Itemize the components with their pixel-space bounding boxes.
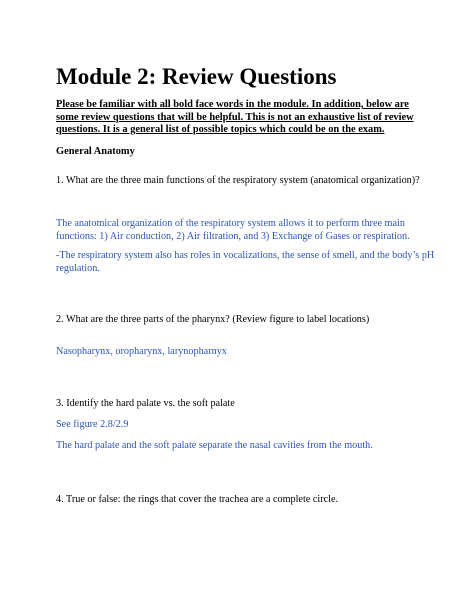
page-title: Module 2: Review Questions	[56, 64, 337, 89]
intro-paragraph: Please be familiar with all bold face words in the module. In addition, below are some review questions that will be helpful. This is not an exhaustive list of review questions. It is a general list of possible topics which could be on the exam.	[56, 99, 414, 135]
question-1: 1. What are the three main functions of the respiratory system (anatomical organization)?	[56, 175, 420, 186]
answer-2: Nasopharynx, oropharynx, larynopharnyx	[56, 346, 227, 357]
answer-3-figure: See figure 2.8/2.9	[56, 419, 129, 430]
answer-1-extra: -The respiratory system also has roles in vocalizations, the sense of smell, and the body’s pH regulation.	[56, 250, 435, 274]
question-4: 4. True or false: the rings that cover the trachea are a complete circle.	[56, 494, 339, 505]
question-2: 2. What are the three parts of the pharynx? (Review figure to label locations)	[56, 314, 370, 325]
answer-1-main: The anatomical organization of the respiratory system allows it to perform three main functions: 1) Air conduction, 2) Air filtration, and 3) Exchange of Gases or respiration.	[56, 218, 410, 242]
answer-3-main: The hard palate and the soft palate separate the nasal cavities from the mouth.	[56, 440, 373, 451]
question-3: 3. Identify the hard palate vs. the soft palate	[56, 398, 235, 409]
section-heading: General Anatomy	[56, 146, 135, 157]
